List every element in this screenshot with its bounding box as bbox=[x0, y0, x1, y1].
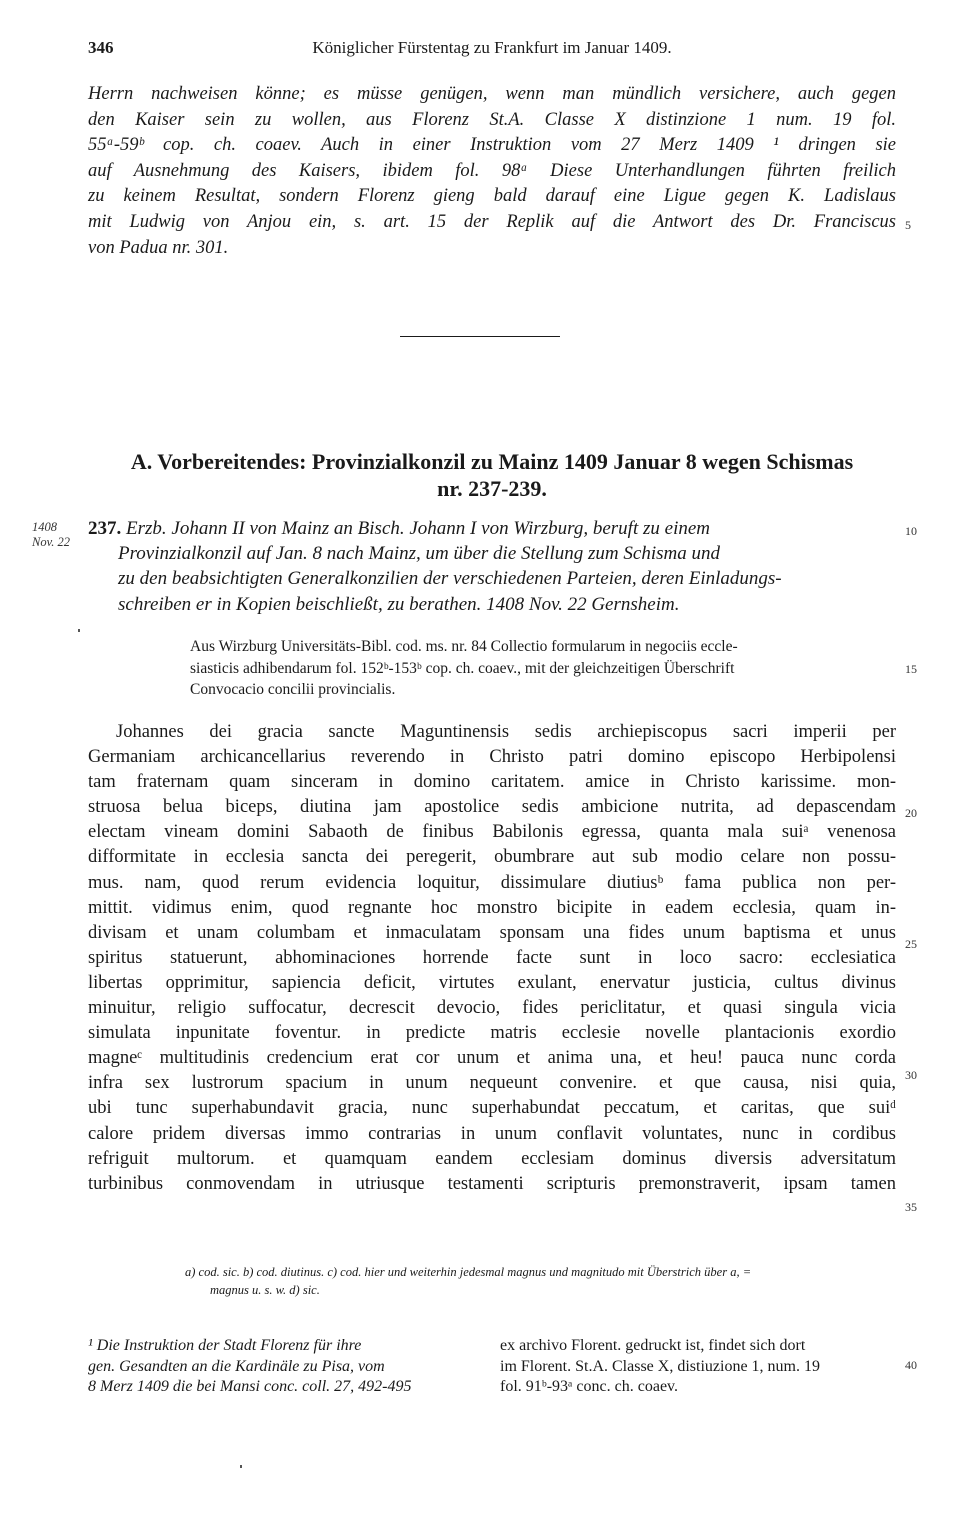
source-line: siasticis adhibendarum fol. 152ᵇ-153ᵇ cop. ch. coaev., mit der gleichzeitigen Überschrift bbox=[190, 659, 735, 677]
margin-line-number: 20 bbox=[905, 806, 917, 820]
body-line: ubi tunc superhabundavit gracia, nunc superhabundat peccatum, et caritas, que suiᵈ bbox=[88, 1098, 896, 1119]
section-heading bbox=[88, 448, 896, 502]
intro-line: Herrn nachweisen könne; es müsse genügen, wenn man mündlich versichere, auch gegen bbox=[88, 84, 896, 104]
body-line: struosa belua biceps, diutina jam apostolice sedis ambicione nutrita, ad depascendam bbox=[88, 797, 896, 818]
footnote-line: ¹ Die Instruktion der Stadt Florenz für ihre bbox=[88, 1337, 362, 1354]
source-note bbox=[190, 636, 896, 701]
footnote-left-column bbox=[88, 1336, 480, 1398]
section-heading-line: A. Vorbereitendes: Provinzialkonzil zu Mainz 1409 Januar 8 wegen Schismas bbox=[130, 449, 854, 474]
body-line: mus. nam, quod rerum evidencia loquitur, dissimulare diutiusᵇ fama publica non per- bbox=[88, 872, 896, 893]
margin-date-day: Nov. 22 bbox=[32, 535, 70, 549]
intro-line: von Padua nr. 301. bbox=[88, 237, 229, 258]
document-body bbox=[88, 720, 896, 1197]
body-line: electam vineam domini Sabaoth de finibus Babilonis egressa, quanta mala suiᵃ venenosa bbox=[88, 822, 896, 843]
footnote-line: Gesandten an die Kardinäle zu Pisa, vom bbox=[119, 1357, 385, 1375]
margin-line-number: 40 bbox=[905, 1358, 917, 1372]
margin-line-number: 35 bbox=[905, 1200, 917, 1214]
margin-line-number: 15 bbox=[905, 662, 917, 676]
footnote-line: ex archivo Florent. gedruckt ist, findet sich dort bbox=[500, 1337, 806, 1354]
body-line: turbinibus conmovendam in utriusque testamenti scripturis premonstraverit, ipsam tamen bbox=[88, 1173, 896, 1194]
body-line: Johannes dei gracia sancte Maguntinensis sedis archiepiscopus sacri imperii per bbox=[116, 722, 896, 742]
margin-line-number: 25 bbox=[905, 937, 917, 951]
section-heading-line: nr. 237-239. bbox=[437, 476, 547, 501]
running-title: Königlicher Fürstentag zu Frankfurt im Januar 1409. bbox=[312, 38, 672, 57]
body-line: Germaniam archicancellarius reverendo in Christo patri domino episcopo Herbipolensi bbox=[88, 747, 896, 768]
body-line: tam fraternam quam sinceram in domino caritatem. amice in Christo karissime. mon- bbox=[88, 772, 896, 793]
footnote-line: 8 Merz 1409 die bei Mansi conc. coll. 27, 492-495 bbox=[88, 1378, 412, 1395]
intro-line: den Kaiser sein zu wollen, aus Florenz St.A. Classe X distinzione 1 num. 19 fol. bbox=[88, 109, 896, 130]
margin-line-number: 5 bbox=[905, 218, 911, 232]
body-line: calore pridem diversas immo contrarias in unum conflavit voluntates, nunc in cordibus bbox=[88, 1123, 896, 1144]
intro-paragraph bbox=[88, 82, 896, 261]
regest-line: Erzb. Johann II von Mainz an Bisch. Johann I von Wirzburg, beruft zu einem bbox=[126, 518, 710, 539]
footnote-line: im Florent. St.A. Classe X, distiuzione 1, num. 19 bbox=[500, 1357, 820, 1375]
body-line: mittit. vidimus enim, quod regnante hoc monstro bicipite in eadem ecclesia, quam in- bbox=[88, 897, 896, 918]
intro-line: mit Ludwig von Anjou ein, s. art. 15 der Replik auf die Antwort des Dr. Franciscus bbox=[88, 211, 896, 232]
apparatus-line: magnus u. s. w. d) sic. bbox=[210, 1283, 320, 1297]
source-line: Aus Wirzburg Universitäts-Bibl. cod. ms. nr. 84 Collectio formularum in negociis eccle- bbox=[190, 638, 738, 655]
body-line: libertas opprimitur, sapiencia deficit, virtutes exulant, enervatur justicia, cultus divinus bbox=[88, 972, 896, 993]
margin-line-number: 10 bbox=[905, 524, 917, 538]
intro-line: auf Ausnehmung des Kaisers, ibidem fol. 98ᵃ Diese Unterhandlungen führten freilich bbox=[88, 160, 896, 181]
source-line: Convocacio concilii provincialis. bbox=[190, 681, 396, 698]
body-line: infra sex lustrorum spacium in unum nequeunt convenire. et que causa, nisi quia, bbox=[88, 1073, 896, 1094]
scan-speck bbox=[78, 629, 80, 632]
margin-line-number: 30 bbox=[905, 1068, 917, 1082]
entry-regest bbox=[88, 516, 896, 617]
entry-number: 237. bbox=[88, 518, 122, 539]
intro-line: zu keinem Resultat, sondern Florenz gieng bald darauf eine Ligue gegen K. Ladislaus bbox=[88, 186, 896, 207]
running-head bbox=[88, 38, 896, 64]
body-line: difformitate in ecclesia sancta dei peregerit, obumbrare aut sub modio celare non possu- bbox=[88, 847, 896, 868]
footnote-line-prefix: gen. bbox=[88, 1357, 116, 1375]
margin-date bbox=[32, 520, 70, 550]
footnote-line: fol. 91ᵇ-93ᵃ conc. ch. coaev. bbox=[500, 1378, 678, 1395]
regest-line: zu den beabsichtigten Generalkonzilien der verschiedenen Parteien, deren Einladungs- bbox=[118, 568, 782, 590]
intro-line: 55ᵃ-59ᵇ cop. ch. coaev. Auch in einer Instruktion vom 27 Merz 1409 ¹ dringen sie bbox=[88, 135, 896, 156]
body-line: minuitur, religio suffocatur, decrescit devocio, fides periclitatur, et quasi singula vicia bbox=[88, 998, 896, 1019]
body-line: spiritus statuerunt, abhominaciones horrende facte sunt in loco sacro: ecclesiatica bbox=[88, 947, 896, 968]
footnote-right-column bbox=[500, 1336, 896, 1398]
body-line: divisam et unam columbam et inmaculatam sponsam una fides unum baptisma et unus bbox=[88, 922, 896, 943]
regest-line: Provinzialkonzil auf Jan. 8 nach Mainz, um über die Stellung zum Schisma und bbox=[118, 543, 720, 565]
regest-line: schreiben er in Kopien beischließt, zu berathen. 1408 Nov. 22 Gernsheim. bbox=[118, 593, 680, 615]
critical-apparatus bbox=[185, 1263, 896, 1299]
body-line: simulata inpunitate foventur. in predicte matris ecclesie novelle plantacionis exordio bbox=[88, 1023, 896, 1044]
body-line: refriguit multorum. et quamquam eandem ecclesiam dominus diversis adversitatum bbox=[88, 1148, 896, 1169]
body-line: magneᶜ multitudinis credencium erat cor unum et anima una, et heu! pauca nunc corda bbox=[88, 1048, 896, 1069]
section-divider bbox=[400, 336, 560, 337]
margin-date-year: 1408 bbox=[32, 520, 57, 534]
apparatus-line: a) cod. sic. b) cod. diutinus. c) cod. hier und weiterhin jedesmal magnus und magnitudo mit Überstrich über a, = bbox=[185, 1265, 752, 1279]
scan-speck bbox=[240, 1465, 242, 1468]
page-number: 346 bbox=[88, 38, 114, 57]
